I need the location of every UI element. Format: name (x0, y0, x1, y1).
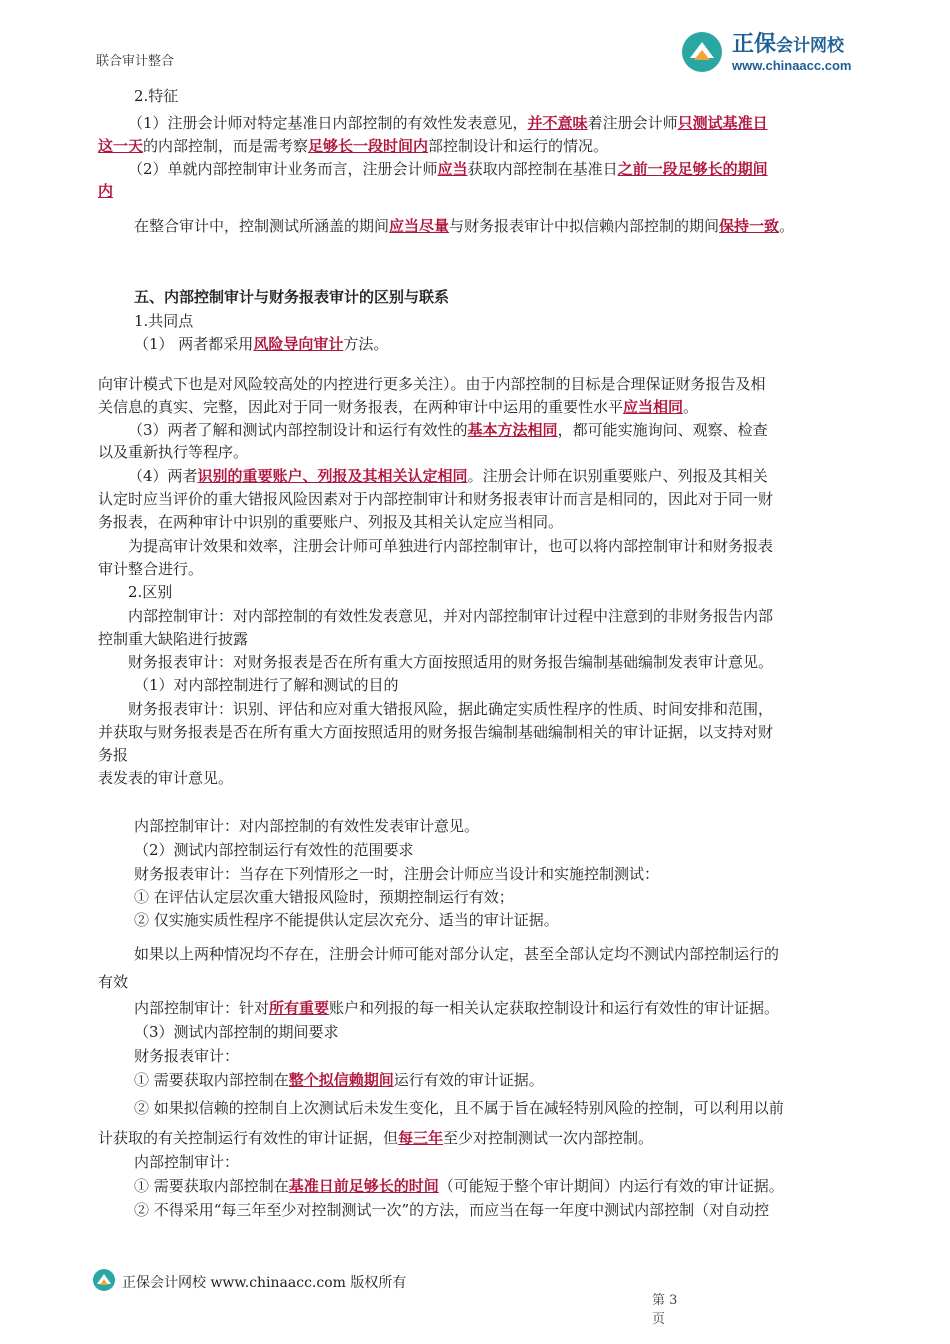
line: 内部控制审计：对内部控制的有效性发表意见，并对内部控制审计过程中注意到的非财务报告内部 (128, 607, 774, 625)
line: 计获取的有关控制运行有效性的审计证据，但每三年至少对控制测试一次内部控制。 (98, 1129, 654, 1147)
line: 内 (98, 182, 114, 200)
line: 控制重大缺陷进行披露 (98, 630, 249, 648)
line: （3）测试内部控制的期间要求 (134, 1023, 339, 1041)
line: 关信息的真实、完整，因此对于同一财务报表，在两种审计中运用的重要性水平应当相同。 (98, 398, 699, 416)
line: 以及重新执行等程序。 (98, 443, 249, 461)
line: ② 仅实施实质性程序不能提供认定层次充分、适当的审计证据。 (134, 911, 559, 929)
line: （1） 两者都采用风险导向审计方法。 (134, 335, 389, 353)
line: 内部控制审计： (134, 1153, 240, 1171)
section-heading: 五、内部控制审计与财务报表审计的区别与联系 (134, 288, 450, 306)
line: （3）两者了解和测试内部控制设计和运行有效性的基本方法相同，都可能实施询问、观察、检查 (128, 421, 768, 439)
line: （1）注册会计师对特定基准日内部控制的有效性发表意见，并不意味着注册会计师只测试基准日 (128, 114, 768, 132)
line: 如果以上两种情况均不存在，注册会计师可能对部分认定，甚至全部认定均不测试内部控制运行的 (134, 945, 780, 963)
line: 认定时应当评价的重大错报风险因素对于内部控制审计和财务报表审计而言是相同的，因此对于同一财 (98, 490, 774, 508)
line: （4）两者识别的重要账户、列报及其相关认定相同。注册会计师在识别重要账户、列报及其相关 (128, 467, 768, 485)
line: 有效 (98, 973, 129, 991)
top-fragment: 联合审计整合 (96, 54, 175, 69)
line: ① 需要获取内部控制在基准日前足够长的时间（可能短于整个审计期间）内运行有效的审计证据。 (134, 1177, 784, 1195)
line: 表发表的审计意见。 (98, 769, 234, 787)
line: 内部控制审计：针对所有重要账户和列报的每一相关认定获取控制设计和运行有效性的审计证据。 (134, 999, 780, 1017)
line: 审计整合进行。 (98, 560, 204, 578)
logo-url: www.chinaacc.com (732, 58, 852, 73)
line: ① 需要获取内部控制在整个拟信赖期间运行有效的审计证据。 (134, 1071, 544, 1089)
line: 2.特征 (134, 87, 179, 105)
line: 财务报表审计：当存在下列情形之一时，注册会计师应当设计和实施控制测试： (134, 865, 660, 883)
book-logo-icon (680, 30, 724, 74)
page-footer (92, 1268, 512, 1298)
line: 为提高审计效果和效率，注册会计师可单独进行内部控制审计，也可以将内部控制审计和财务报表 (128, 537, 774, 555)
line: ② 不得采用“每三年至少对控制测试一次”的方法，而应当在每一年度中测试内部控制（对自动控 (134, 1201, 770, 1219)
book-logo-icon (92, 1268, 116, 1292)
line: 财务报表审计： (134, 1047, 240, 1065)
line: ② 如果拟信赖的控制自上次测试后未发生变化，且不属于旨在减轻特别风险的控制，可以利用以前 (134, 1099, 784, 1117)
line: 务报表，在两种审计中识别的重要账户、列报及其相关认定应当相同。 (98, 513, 564, 531)
line: 2.区别 (128, 583, 173, 601)
line: 这一天的内部控制，而是需考察足够长一段时间内部控制设计和运行的情况。 (98, 137, 609, 155)
line: 财务报表审计：识别、评估和应对重大错报风险，据此确定实质性程序的性质、时间安排和范围， (128, 700, 774, 718)
footer-copyright: 正保会计网校 www.chinaacc.com 版权所有 (122, 1275, 407, 1291)
line: 向审计模式下也是对风险较高处的内控进行更多关注）。由于内部控制的目标是合理保证财务报告及相 (98, 375, 766, 393)
line: 务报 (98, 746, 129, 764)
line: 1.共同点 (134, 312, 194, 330)
line: （1）对内部控制进行了解和测试的目的 (134, 676, 399, 694)
line: 并获取与财务报表是否在所有重大方面按照适用的财务报告编制基础编制相关的审计证据，以支持对财 (98, 723, 774, 741)
line: 在整合审计中，控制测试所涵盖的期间应当尽量与财务报表审计中拟信赖内部控制的期间保持一致。 (134, 217, 795, 235)
line: ① 在评估认定层次重大错报风险时，预期控制运行有效； (134, 888, 514, 906)
line: 财务报表审计：对财务报表是否在所有重大方面按照适用的财务报告编制基础编制发表审计意见。 (128, 653, 774, 671)
line: （2）测试内部控制运行有效性的范围要求 (134, 841, 414, 859)
line: （2）单就内部控制审计业务而言，注册会计师应当获取内部控制在基准日之前一段足够长的期间 (128, 160, 768, 178)
logo-name: 正保会计网校 (732, 31, 845, 56)
page-number: 第 3 页 (652, 1293, 678, 1327)
line: 内部控制审计：对内部控制的有效性发表审计意见。 (134, 817, 480, 835)
site-logo[interactable] (680, 30, 880, 80)
